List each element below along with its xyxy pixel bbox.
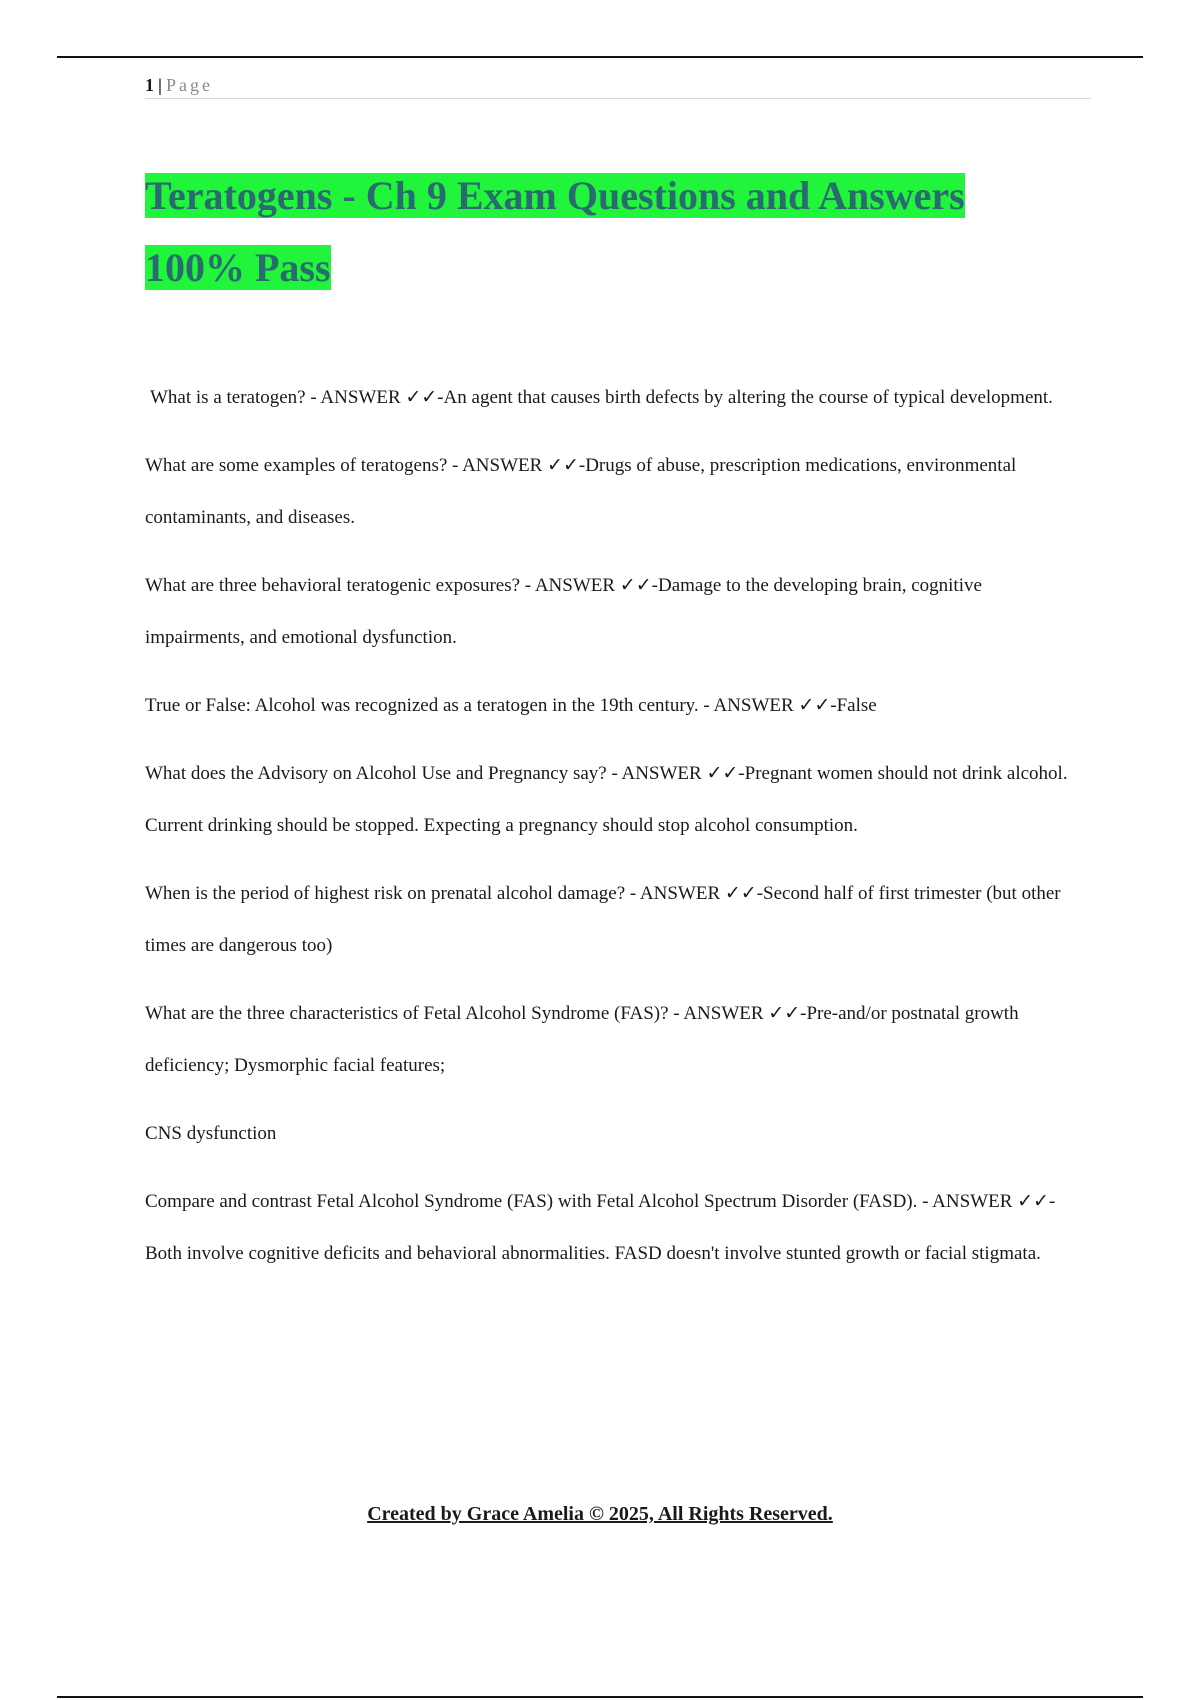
copyright-footer: Created by Grace Amelia © 2025, All Rights Reserved.: [367, 1503, 833, 1525]
top-rule: [57, 56, 1143, 58]
qa-item: CNS dysfunction: [145, 1123, 277, 1144]
qa-item: True or False: Alcohol was recognized as a teratogen in the 19th century. - ANSWER ✓✓-False: [145, 695, 877, 716]
title-line-2: 100% Pass: [145, 245, 331, 290]
page-label: Page: [165, 75, 213, 95]
qa-item: Compare and contrast Fetal Alcohol Syndrome (FAS) with Fetal Alcohol Spectrum Disorder (FASD). - ANSWER ✓✓-Both involve cognitive deficits and behavioral abnormalities. FASD doesn't involve stunted growth or facial stigmata.: [145, 1191, 1056, 1264]
document-title: [145, 160, 1095, 304]
qa-item: What are some examples of teratogens? - ANSWER ✓✓-Drugs of abuse, prescription medications, environmental contaminants, and diseases.: [145, 455, 1017, 528]
title-line-1: Teratogens - Ch 9 Exam Questions and Answers: [145, 173, 965, 218]
page-separator: |: [158, 75, 162, 95]
page-number: 1: [145, 75, 154, 95]
qa-item: What are three behavioral teratogenic exposures? - ANSWER ✓✓-Damage to the developing brain, cognitive impairments, and emotional dysfunction.: [145, 575, 982, 648]
qa-list: [145, 372, 1075, 1296]
qa-item: What is a teratogen? - ANSWER ✓✓-An agent that causes birth defects by altering the course of typical development.: [150, 387, 1053, 408]
bottom-rule: [57, 1696, 1143, 1698]
qa-item: What does the Advisory on Alcohol Use and Pregnancy say? - ANSWER ✓✓-Pregnant women should not drink alcohol. Current drinking should be stopped. Expecting a pregnancy should stop alcohol consumption.: [145, 763, 1068, 836]
qa-item: What are the three characteristics of Fetal Alcohol Syndrome (FAS)? - ANSWER ✓✓-Pre-and/or postnatal growth deficiency; Dysmorphic facial features;: [145, 1003, 1019, 1076]
qa-item: When is the period of highest risk on prenatal alcohol damage? - ANSWER ✓✓-Second half of first trimester (but other times are dangerous too): [145, 883, 1061, 956]
page-header: [145, 72, 1091, 99]
